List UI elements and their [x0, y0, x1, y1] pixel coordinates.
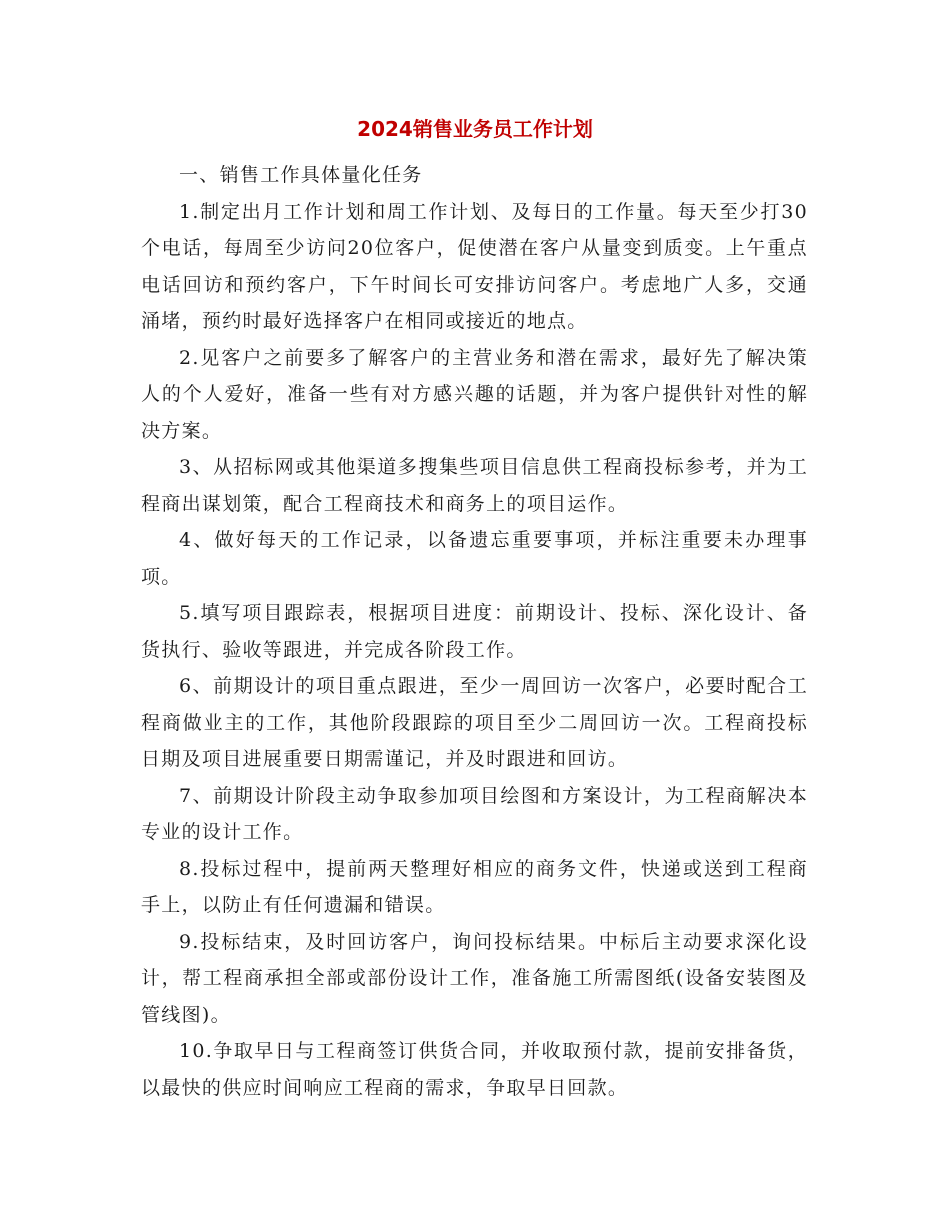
- document-body: [141, 157, 808, 1106]
- paragraph-2: 2.见客户之前要多了解客户的主营业务和潜在需求，最好先了解决策人的个人爱好，准备一些有对方感兴趣的话题，并为客户提供针对性的解决方案。: [141, 346, 808, 442]
- paragraph-1: 1.制定出月工作计划和周工作计划、及每日的工作量。每天至少打30个电话，每周至少访问20位客户，促使潜在客户从量变到质变。上午重点电话回访和预约客户，下午时间长可安排访问客户。考虑地广人多，交通涌堵，预约时最好选择客户在相同或接近的地点。: [141, 200, 808, 332]
- paragraph-9: 9.投标结束，及时回访客户，询问投标结果。中标后主动要求深化设计，帮工程商承担全部或部份设计工作，准备施工所需图纸(设备安装图及管线图)。: [141, 930, 808, 1026]
- paragraph-7: 7、前期设计阶段主动争取参加项目绘图和方案设计，为工程商解决本专业的设计工作。: [141, 784, 808, 843]
- paragraph-5: 5.填写项目跟踪表，根据项目进度：前期设计、投标、深化设计、备货执行、验收等跟进，并完成各阶段工作。: [141, 602, 808, 661]
- paragraph-8: 8.投标过程中，提前两天整理好相应的商务文件，快递或送到工程商手上，以防止有任何遗漏和错误。: [141, 857, 808, 916]
- paragraph-6: 6、前期设计的项目重点跟进，至少一周回访一次客户，必要时配合工程商做业主的工作，其他阶段跟踪的项目至少二周回访一次。工程商投标日期及项目进展重要日期需谨记，并及时跟进和回访。: [141, 675, 808, 770]
- section-heading: 一、销售工作具体量化任务: [179, 164, 423, 186]
- paragraph-4: 4、做好每天的工作记录，以备遗忘重要事项，并标注重要未办理事项。: [141, 529, 808, 588]
- paragraph-3: 3、从招标网或其他渠道多搜集些项目信息供工程商投标参考，并为工程商出谋划策，配合工程商技术和商务上的项目运作。: [141, 456, 808, 515]
- document-title: 2024销售业务员工作计划: [357, 117, 593, 141]
- paragraph-10: 10.争取早日与工程商签订供货合同，并收取预付款，提前安排备货，以最快的供应时间响应工程商的需求，争取早日回款。: [141, 1040, 808, 1099]
